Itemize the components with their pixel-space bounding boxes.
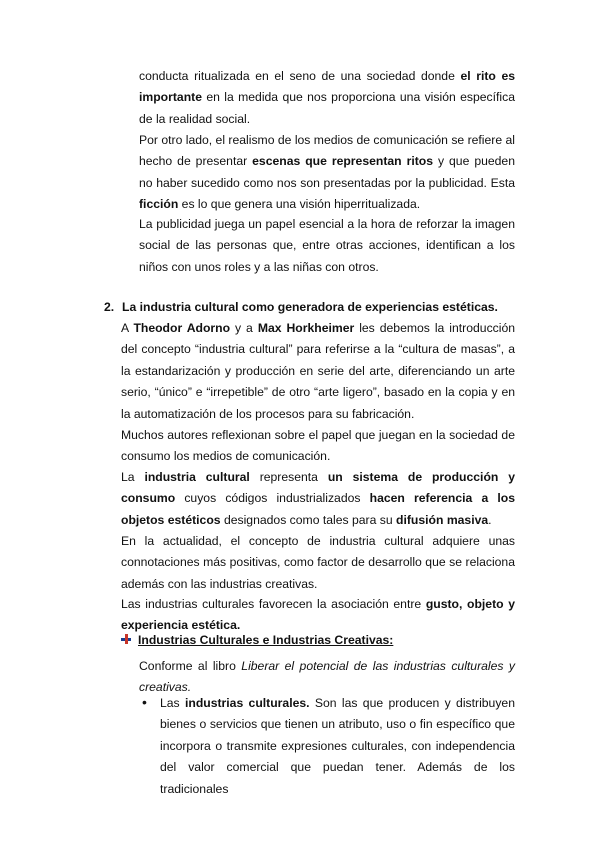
bold-text: hacen referencia a los objetos estéticos [121,491,515,527]
text: Las [160,696,185,710]
text: y que pueden no haber sucedido como nos son presentadas por la publicidad. Esta [139,154,515,190]
text: representa [249,470,328,484]
bold-text: industria cultural [144,470,250,484]
section-number: 2. [104,300,115,314]
bold-text: escenas que representan ritos [252,154,433,169]
text: Las industrias culturales favorecen la asociación entre [121,597,426,611]
paragraph-industria-cultural [121,467,515,531]
text: Por otro lado, el realismo de los medios de comunicación se refiere al hecho de presentar [139,133,515,169]
text: Conforme al libro [139,659,242,673]
arrow-bullet-icon [121,635,131,645]
italic-text: Liberar el potencial de las industrias culturales y creativas. [139,659,515,695]
text: les debemos la introducción del concepto “industria cultural” para referirse a la “cultura de masas”, a la estandarización y producción en serie del arte, diferenciando un arte serio, “único” e “irrepetible” de otro “arte ligero”, basado en la copia y en la automatización de los procesos para su fabricación. [121,321,516,421]
text: en la medida que nos proporciona una visión específica de la realidad social. [139,90,515,126]
bullet-industrias-culturales [160,693,515,800]
text: y a [230,321,258,335]
bold-text: industrias culturales. [184,696,310,710]
text: . [488,512,492,527]
bold-text: difusión masiva [396,512,489,527]
section-heading [104,297,498,318]
text: conducta ritualizada en el seno de una sociedad donde [139,69,461,83]
paragraph-actualidad: En la actualidad, el concepto de industria cultural adquiere unas connotaciones más positivas, como factor de desarrollo que se relaciona además con las industrias creativas. [121,534,515,591]
bold-text: un sistema de producción y consumo [121,470,515,506]
bullet-dot-icon: • [142,694,147,710]
text: La [121,470,145,484]
paragraph-rito [139,66,515,130]
paragraph-realismo [139,130,515,216]
text: Son las que producen y distribuyen bienes o servicios que tienen un atributo, uso o fin específico que incorpora o transmite expresiones culturales, con independencia del valor comercial que puedan tener. Además de los tradicionales [160,696,515,796]
section-title: La industria cultural como generadora de experiencias estéticas. [122,300,498,314]
text: designados como tales para su [220,512,397,527]
paragraph-adorno [121,318,515,425]
paragraph-autores: Muchos autores reflexionan sobre el papel que juegan en la sociedad de consumo los medios de comunicación. [121,428,515,464]
bold-text: el rito es importante [139,69,516,105]
subheading [121,630,393,651]
paragraph-publicidad: La publicidad juega un papel esencial a la hora de reforzar la imagen social de las personas que, entre otras acciones, identifican a los niños con unos roles y a las niñas con otros. [139,217,515,274]
subheading-text: Industrias Culturales e Industrias Creativas: [138,633,394,647]
bold-text: Theodor Adorno [133,321,231,335]
text: es lo que genera una visión hiperritualizada. [178,197,421,212]
text: A [121,321,134,335]
text: cuyos códigos industrializados [175,491,370,506]
bold-text: Max Horkheimer [257,321,355,335]
bold-text: ficción [139,197,179,212]
bold-text: gusto, objeto y experiencia estética. [121,597,515,633]
